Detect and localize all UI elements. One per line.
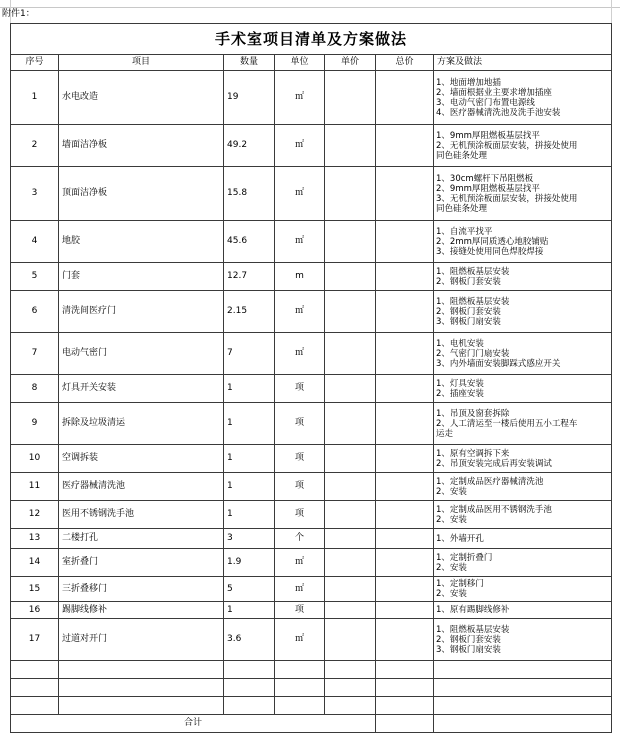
plan-line: 1、定制折叠门 [436,552,493,563]
cell-unit: ㎡ [275,619,325,661]
total-plan [434,715,612,733]
cell-price [325,577,376,602]
cell-price [325,333,376,375]
cell-total [376,529,434,549]
plan-line: 1、30cm螺杆下吊阻燃板 [436,173,534,184]
cell-unit: 项 [275,403,325,445]
cell-item: 空调拆装 [59,445,224,473]
empty-cell [275,661,325,679]
cell-qty: 3.6 [224,619,275,661]
cell-total [376,445,434,473]
plan-line: 2、安装 [436,589,467,599]
cell-total [376,577,434,602]
cell-no: 17 [11,619,59,661]
cell-total [376,71,434,125]
cell-qty: 1 [224,445,275,473]
cell-price [325,221,376,263]
cell-item: 二楼打孔 [59,529,224,549]
table-row [11,333,612,375]
total-label: 合计 [11,715,376,733]
empty-row [11,679,612,697]
plan-line: 1、灯具安装 [436,378,484,389]
cell-item: 医用不锈钢洗手池 [59,501,224,529]
project-table [10,23,612,733]
cell-price [325,167,376,221]
cell-qty: 2.15 [224,291,275,333]
cell-no: 7 [11,333,59,375]
plan-line: 同色硅条处理 [436,203,488,214]
total-value [376,715,434,733]
cell-unit: ㎡ [275,221,325,263]
plan-line: 3、钢板门扇安装 [436,316,501,327]
empty-cell [376,697,434,715]
table-row [11,375,612,403]
empty-cell [275,679,325,697]
cell-price [325,125,376,167]
header-row [11,55,612,71]
cell-qty: 1 [224,501,275,529]
plan-line: 2、插座安装 [436,388,484,399]
cell-qty: 1 [224,602,275,619]
cell-plan [434,403,612,445]
cell-price [325,602,376,619]
cell-unit: ㎡ [275,167,325,221]
plan-line: 1、定制成品医疗器械清洗池 [436,476,544,487]
cell-item: 门套 [59,263,224,291]
plan-line: 2、吊顶安装完成后再安装调试 [436,458,552,469]
cell-plan [434,263,612,291]
empty-row [11,661,612,679]
plan-line: 2、安装 [436,514,467,525]
empty-cell [224,661,275,679]
cell-no: 14 [11,549,59,577]
table-row [11,577,612,602]
table-row [11,403,612,445]
cell-item: 过道对开门 [59,619,224,661]
plan-line: 2、钢板门套安装 [436,276,501,287]
cell-unit: 项 [275,501,325,529]
plan-line: 3、电动气密门布置电源线 [436,97,535,108]
cell-plan [434,529,612,549]
header-plan: 方案及做法 [434,55,612,71]
cell-item: 清洗间医疗门 [59,291,224,333]
cell-total [376,221,434,263]
header-qty: 数量 [224,55,275,71]
table-row [11,167,612,221]
plan-line: 3、内外墙面安装脚踩式感应开关 [436,358,561,369]
cell-plan [434,602,612,619]
empty-cell [11,679,59,697]
cell-price [325,263,376,291]
cell-qty: 5 [224,577,275,602]
plan-line: 3、无机预涂板面层安装，拼接处使用 [436,193,578,204]
plan-line: 2、2mm厚同质透心地胶铺贴 [436,236,549,247]
plan-line: 1、原有踢脚线修补 [436,605,510,615]
cell-qty: 49.2 [224,125,275,167]
cell-plan [434,71,612,125]
cell-plan [434,221,612,263]
cell-total [376,473,434,501]
cell-unit: 项 [275,602,325,619]
cell-no: 16 [11,602,59,619]
cell-unit: 个 [275,529,325,549]
plan-line: 1、阻燃板基层安装 [436,296,510,307]
plan-line: 2、气密门门扇安装 [436,348,510,359]
cell-price [325,619,376,661]
cell-total [376,602,434,619]
cell-item: 地胶 [59,221,224,263]
empty-cell [434,661,612,679]
plan-line: 1、原有空调拆下来 [436,448,510,459]
sheet-gridline [611,0,612,23]
attachment-label: 附件1： [2,9,35,19]
cell-item: 拆除及垃圾清运 [59,403,224,445]
empty-cell [224,697,275,715]
cell-unit: 项 [275,375,325,403]
plan-line: 1、电机安装 [436,338,484,349]
cell-price [325,529,376,549]
cell-qty: 7 [224,333,275,375]
cell-qty: 12.7 [224,263,275,291]
empty-row [11,697,612,715]
table-row [11,125,612,167]
plan-line: 4、医疗器械清洗池及洗手池安装 [436,107,561,118]
empty-cell [434,697,612,715]
empty-cell [11,697,59,715]
empty-cell [325,697,376,715]
cell-qty: 1 [224,375,275,403]
cell-total [376,549,434,577]
sheet-top-gridline [0,0,620,8]
table-row [11,473,612,501]
header-item: 项目 [59,55,224,71]
cell-price [325,71,376,125]
cell-no: 12 [11,501,59,529]
plan-line: 2、安装 [436,562,467,573]
plan-line: 1、定制成品医用不锈钢洗手池 [436,504,552,515]
header-total: 总价 [376,55,434,71]
cell-item: 踢脚线修补 [59,602,224,619]
empty-cell [325,661,376,679]
table-row [11,602,612,619]
cell-no: 4 [11,221,59,263]
cell-price [325,291,376,333]
cell-plan [434,167,612,221]
cell-plan [434,333,612,375]
plan-line: 2、无机预涂板面层安装，拼接处使用 [436,140,578,151]
cell-plan [434,577,612,602]
table-row [11,221,612,263]
cell-plan [434,501,612,529]
cell-unit: ㎡ [275,71,325,125]
cell-plan [434,445,612,473]
plan-line: 2、9mm厚阻燃板基层找平 [436,183,540,194]
cell-unit: 项 [275,473,325,501]
cell-total [376,403,434,445]
cell-qty: 19 [224,71,275,125]
cell-item: 顶面洁净板 [59,167,224,221]
empty-cell [11,661,59,679]
cell-total [376,167,434,221]
cell-no: 2 [11,125,59,167]
cell-item: 灯具开关安装 [59,375,224,403]
cell-price [325,375,376,403]
cell-plan [434,473,612,501]
cell-price [325,445,376,473]
cell-no: 5 [11,263,59,291]
plan-line: 3、钢板门扇安装 [436,644,501,655]
cell-item: 水电改造 [59,71,224,125]
cell-total [376,333,434,375]
plan-line: 2、钢板门套安装 [436,306,501,317]
cell-total [376,375,434,403]
plan-line: 2、钢板门套安装 [436,634,501,645]
cell-qty: 1.9 [224,549,275,577]
cell-qty: 1 [224,403,275,445]
cell-unit: ㎡ [275,577,325,602]
table-row [11,445,612,473]
plan-line: 2、墙面根据业主要求增加插座 [436,87,552,98]
cell-total [376,291,434,333]
cell-item: 电动气密门 [59,333,224,375]
cell-price [325,403,376,445]
plan-line: 1、阻燃板基层安装 [436,266,510,277]
table-title: 手术室项目清单及方案做法 [11,24,612,55]
cell-total [376,501,434,529]
cell-unit: 项 [275,445,325,473]
empty-cell [275,697,325,715]
cell-unit: ㎡ [275,333,325,375]
cell-plan [434,549,612,577]
cell-no: 10 [11,445,59,473]
plan-line: 1、9mm厚阻燃板基层找平 [436,130,540,141]
header-unit: 单位 [275,55,325,71]
header-no: 序号 [11,55,59,71]
table-row [11,71,612,125]
cell-unit: ㎡ [275,549,325,577]
table-row [11,619,612,661]
cell-unit: m [275,263,325,291]
cell-qty: 45.6 [224,221,275,263]
cell-plan [434,619,612,661]
plan-line: 2、安装 [436,486,467,497]
plan-line: 运走 [436,428,454,439]
empty-cell [325,679,376,697]
table-row [11,549,612,577]
cell-item: 三折叠移门 [59,577,224,602]
plan-line: 2、人工清运至一楼后使用五小工程车 [436,418,578,429]
cell-price [325,501,376,529]
cell-total [376,125,434,167]
cell-price [325,549,376,577]
empty-cell [434,679,612,697]
cell-no: 15 [11,577,59,602]
plan-line: 3、接缝处使用同色焊胶焊接 [436,246,544,257]
cell-no: 6 [11,291,59,333]
empty-cell [376,661,434,679]
cell-unit: ㎡ [275,291,325,333]
plan-line: 1、定制移门 [436,579,484,589]
cell-no: 3 [11,167,59,221]
cell-qty: 15.8 [224,167,275,221]
empty-cell [376,679,434,697]
cell-plan [434,125,612,167]
cell-qty: 3 [224,529,275,549]
cell-qty: 1 [224,473,275,501]
cell-total [376,263,434,291]
plan-line: 1、吊顶及窗套拆除 [436,408,510,419]
cell-no: 11 [11,473,59,501]
table-row [11,501,612,529]
cell-no: 1 [11,71,59,125]
cell-plan [434,291,612,333]
plan-line: 1、外墙开孔 [436,533,484,544]
cell-no: 8 [11,375,59,403]
table-row [11,529,612,549]
cell-item: 医疗器械清洗池 [59,473,224,501]
cell-no: 9 [11,403,59,445]
cell-plan [434,375,612,403]
title-row [11,24,612,55]
total-row [11,715,612,733]
cell-no: 13 [11,529,59,549]
empty-cell [59,697,224,715]
table-row [11,291,612,333]
empty-cell [59,679,224,697]
plan-line: 1、阻燃板基层安装 [436,624,510,635]
plan-line: 1、地面增加地插 [436,77,501,88]
plan-line: 同色硅条处理 [436,150,488,161]
cell-unit: ㎡ [275,125,325,167]
cell-item: 墙面洁净板 [59,125,224,167]
header-price: 单价 [325,55,376,71]
cell-item: 室折叠门 [59,549,224,577]
cell-total [376,619,434,661]
cell-price [325,473,376,501]
table-row [11,263,612,291]
empty-cell [224,679,275,697]
plan-line: 1、自流平找平 [436,226,493,237]
empty-cell [59,661,224,679]
